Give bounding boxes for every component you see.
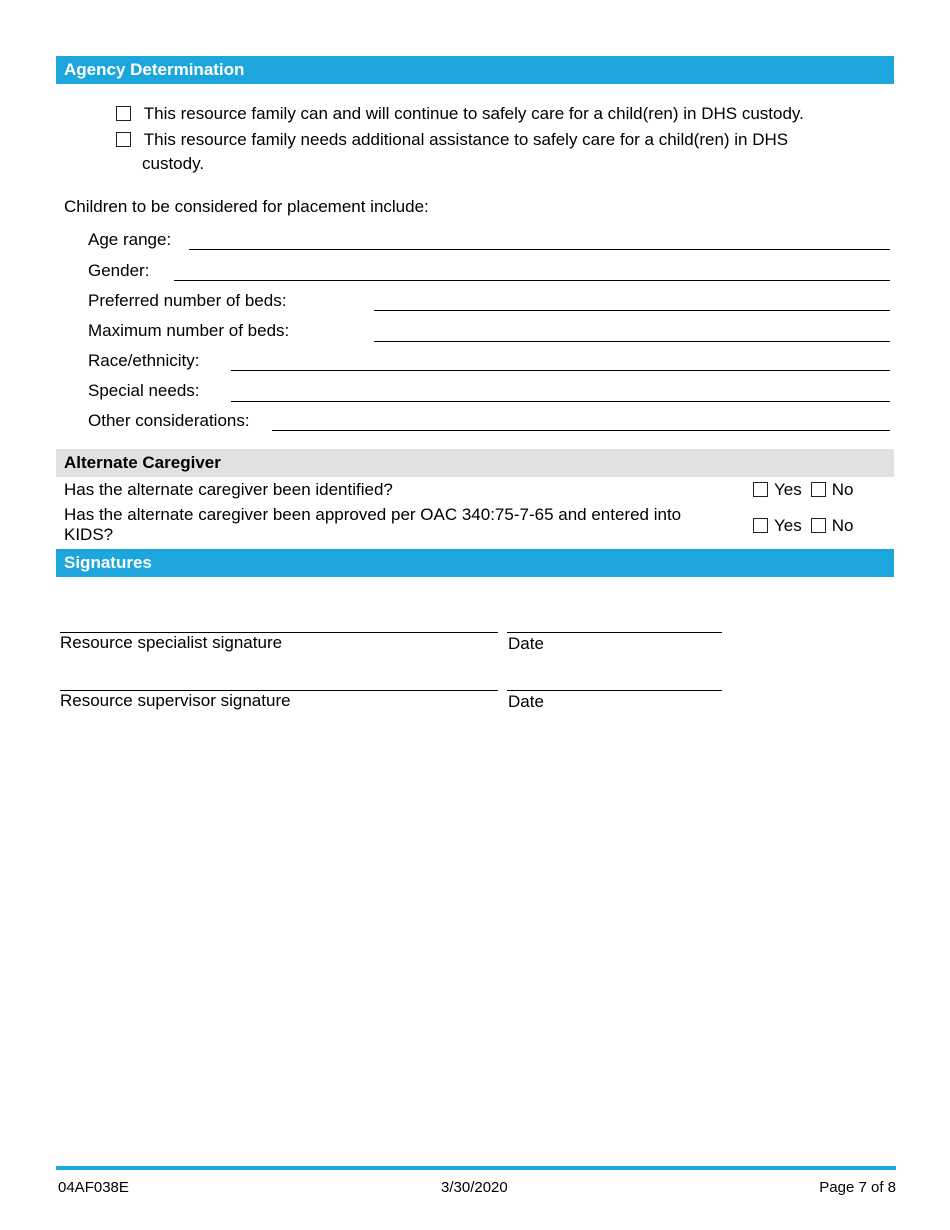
gender-input[interactable] bbox=[174, 280, 890, 281]
option-safe-care[interactable] bbox=[116, 104, 804, 124]
footer-date: 3/30/2020 bbox=[441, 1179, 508, 1196]
race-ethnicity-input[interactable] bbox=[231, 370, 890, 371]
signatures-header bbox=[56, 549, 894, 577]
specialist-signature-label: Resource specialist signature bbox=[60, 633, 283, 652]
option-needs-assistance[interactable] bbox=[116, 130, 788, 150]
maximum-beds-input[interactable] bbox=[374, 341, 890, 342]
field-label-race-ethnicity: Race/ethnicity: bbox=[88, 351, 200, 370]
checkbox-no-icon[interactable] bbox=[811, 482, 826, 497]
caregiver-approved-options bbox=[753, 516, 853, 536]
specialist-date-label: Date bbox=[508, 634, 544, 653]
special-needs-input[interactable] bbox=[231, 401, 890, 402]
other-considerations-input[interactable] bbox=[272, 430, 890, 431]
checkbox-no-icon[interactable] bbox=[811, 518, 826, 533]
supervisor-date-label: Date bbox=[508, 692, 544, 711]
caregiver-approved-question bbox=[64, 505, 681, 545]
yes-label: Yes bbox=[774, 480, 802, 499]
section-title: Alternate Caregiver bbox=[64, 453, 221, 472]
agency-determination-header bbox=[56, 56, 894, 84]
checkbox-yes-icon[interactable] bbox=[753, 518, 768, 533]
footer-page-number: Page 7 of 8 bbox=[819, 1179, 896, 1196]
field-label-other-considerations: Other considerations: bbox=[88, 411, 250, 430]
question-line: KIDS? bbox=[64, 525, 114, 544]
yes-label: Yes bbox=[774, 516, 802, 535]
preferred-beds-input[interactable] bbox=[374, 310, 890, 311]
field-label-preferred-beds: Preferred number of beds: bbox=[88, 291, 287, 310]
footer-rule bbox=[56, 1166, 896, 1170]
question-line: Has the alternate caregiver been approved per OAC 340:75-7-65 and entered into bbox=[64, 505, 682, 524]
supervisor-date-line[interactable] bbox=[507, 690, 722, 691]
option-label: This resource family needs additional assistance to safely care for a child(ren) in DHS bbox=[143, 130, 789, 149]
children-intro: Children to be considered for placement include: bbox=[64, 197, 429, 216]
no-label: No bbox=[831, 516, 854, 535]
caregiver-identified-question: Has the alternate caregiver been identified? bbox=[64, 480, 393, 499]
option-continuation: custody. bbox=[142, 154, 205, 173]
checkbox-icon[interactable] bbox=[116, 106, 131, 121]
option-label: This resource family can and will continue to safely care for a child(ren) in DHS custody. bbox=[143, 104, 804, 123]
footer-form-number: 04AF038E bbox=[58, 1179, 129, 1196]
supervisor-signature-label: Resource supervisor signature bbox=[60, 691, 291, 710]
caregiver-identified-options bbox=[753, 480, 853, 500]
specialist-date-line[interactable] bbox=[507, 632, 722, 633]
field-label-maximum-beds: Maximum number of beds: bbox=[88, 321, 290, 340]
checkbox-icon[interactable] bbox=[116, 132, 131, 147]
alternate-caregiver-header bbox=[56, 449, 894, 477]
field-label-special-needs: Special needs: bbox=[88, 381, 200, 400]
checkbox-yes-icon[interactable] bbox=[753, 482, 768, 497]
section-title: Signatures bbox=[64, 553, 152, 572]
section-title: Agency Determination bbox=[64, 60, 245, 79]
age-range-input[interactable] bbox=[189, 249, 890, 250]
field-label-age-range: Age range: bbox=[88, 230, 172, 249]
no-label: No bbox=[831, 480, 854, 499]
field-label-gender: Gender: bbox=[88, 261, 150, 280]
